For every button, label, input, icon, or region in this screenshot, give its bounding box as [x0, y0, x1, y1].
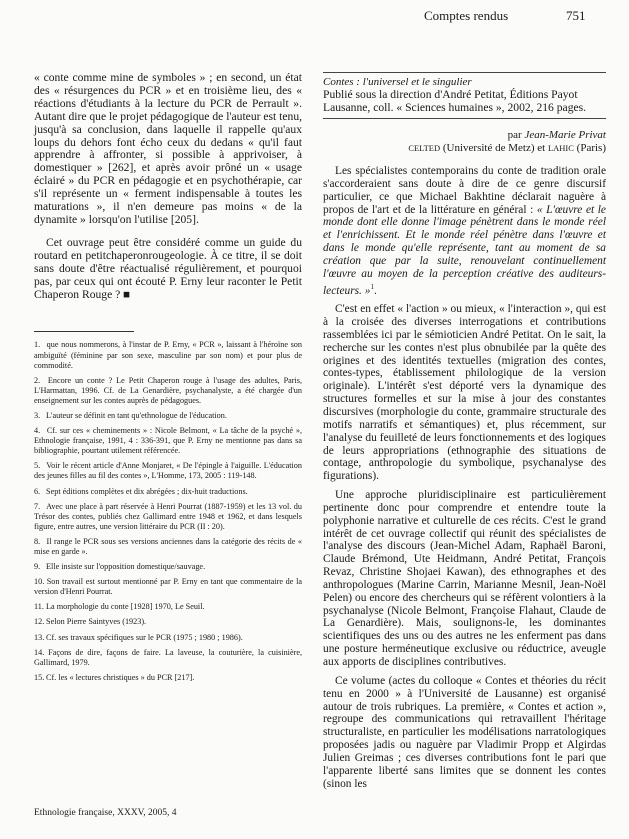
left-paragraph-1: « conte comme mine de symboles » ; en second, un état des « résurgences du PCR » et en troisième lieu, des « réactions d'étudiants à la lecture du PCR de Perrault ». Autant dire que le projet pédagogique de l'auteur est tenu, jusqu'à sa conclusion, dans laquelle il rappelle qu'aux loups du dehors font écho ceux du dedans « qu'il faut apprendre à affronter, si possible à apprivoiser, à domestiquer » [262], et après avoir prôné un « usage éclairé » du PCR en pédagogie et en psychothérapie, car s'il représente un « ferment indispensable à toutes les maturations », il n'en demeure pas moins « de la dynamite » lorsqu'on l'utilise [205]. [34, 71, 303, 226]
footnote-text: Voir le récent article d'Anne Monjaret, « De l'épingle à l'aiguille. L'éducation des jeunes filles au fil des contes », L'Homme, 173, 2005 : 119-148. [34, 461, 302, 481]
footnote-number: 10. [34, 577, 45, 587]
footnote-text: Cf. ses travaux spécifiques sur le PCR (1975 ; 1980 ; 1986). [46, 632, 243, 642]
review-publication: Publié sous la direction d'André Petitat, Éditions Payot Lausanne, coll. « Sciences humaines », 2002, 216 pages. [323, 88, 587, 114]
paragraph-1-intro: Les spécialistes contemporains du conte de tradition orale s'accorderaient sans doute à dire de ce genre discursif particulier, ce que Michael Bakhtine déclarait naguère à propos de l'art et de la littérature en général : [323, 165, 606, 216]
right-paragraph-2: C'est en effet « l'action » ou mieux, « l'interaction », qui est à la croisée des diverses interrogations et contributions rassemblées ici par le sémioticien André Petitat. On le sait, la recherche sur les contes n'est plus obnubilée par la quête des origines et des identités textuelles (migration des contes, contes-types, établissement philologique de la version originale). L'intérêt s'est déporté vers la dynamique des structures formelles et sur la mise à jour des constantes discursives (morphologie du conte, grammaire structurale des motifs narratifs et sémantiques) et, plus récemment, sur l'analyse du feuilleté de leurs fonctionnements et des logiques de leurs appropriations (ethnographie des situations de contage, anthropologie du symbolique, psychanalyse des figurations). [323, 303, 606, 483]
footnotes-rule [34, 331, 134, 332]
by-label: par [507, 129, 522, 141]
footnote [34, 633, 302, 643]
footnote [34, 411, 302, 421]
footnote-text: Encore un conte ? Le Petit Chaperon rouge à l'usage des adultes, Paris, L'Harmattan, 1996. Cf. de La Genardière, psychanalyste, a été chargée d'un enseignement sur les contes auprès de pédagogues. [34, 375, 302, 405]
footnote-text: Il range le PCR sous ses versions anciennes dans la catégorie des récits de « mise en garde ». [34, 536, 302, 556]
note-ref-1: 1 [370, 282, 374, 291]
affiliation-lahic: LAHIC [547, 143, 574, 153]
footnote-text: Son travail est surtout mentionné par P. Erny en tant que commentaire de la version d'Henri Pourrat. [34, 577, 302, 597]
footnote-text: Façons de dire, façons de faire. La laveuse, la couturière, la cuisinière, Gallimard, 1979. [34, 647, 302, 667]
footnote-number: 15. [34, 672, 45, 682]
footnote-number: 9. [34, 562, 41, 572]
footnote-number: 14. [34, 647, 45, 657]
footnote [34, 562, 302, 572]
left-column [34, 72, 302, 688]
footnote [34, 340, 302, 370]
byline [323, 129, 606, 155]
footnote-text: Avec une place à part réservée à Henri Pourrat (1887-1959) et les 13 vol. du Trésor des contes, publiés chez Gallimard entre 1948 et 1962, et dans lesquels figure, entre autres, une version littéraire du PCR (II : 20). [34, 501, 302, 531]
footnote-text: La morphologie du conte [1928] 1970, Le Seuil. [46, 602, 205, 612]
footnote [34, 617, 302, 627]
page-header [0, 8, 629, 26]
footnote-number: 13. [34, 632, 45, 642]
review-header [323, 72, 606, 119]
footnote-number: 4. [34, 426, 41, 436]
footnote-text: Sept éditions complètes et dix abrégées ; dix-huit traductions. [46, 486, 248, 496]
affiliation-metz: (Université de Metz) et [442, 142, 546, 154]
footnote-text: Cf. sur ces « cheminements » : Nicole Belmont, « La tâche de la psyché », Ethnologie française, 1991, 4 : 336-391, que P. Erny ne mentionne pas dans sa bibliographie, pourtant utilement référencée. [34, 426, 303, 456]
footnote [34, 376, 302, 406]
footnotes [34, 340, 302, 683]
footnote-number: 5. [34, 461, 41, 471]
footnote-text: Cf. les « lectures christiques » du PCR [217]. [46, 672, 195, 682]
page-number: 751 [566, 8, 586, 23]
right-paragraph-4: Ce volume (actes du colloque « Contes et théories du récit tenu en 2000 » à l'Université de Lausanne) est organisé autour de trois rubriques. La première, « Contes et action », regroupe des communications qui retravaillent l'héritage structuraliste, en particulier les modélisations narratologiques proposées jadis ou naguère par Vladimir Propp et Algirdas Julien Greimas ; ces diverses contributions font le pari que l'apparente liberté sans limites que se donnent les contes (sinon les [323, 674, 606, 790]
right-paragraph-1: Les spécialistes contemporains du conte de tradition orale s'accorderaient sans doute à dire de ce genre discursif particulier, ce que Michael Bakhtine déclarait naguère à propos de l'art et de la littérature en général : « L'œuvre et le monde dont elle donne l'image pénètrent dans le monde réel et l'enrichissent. Et le monde réel pénètre dans l'œuvre et dans le monde qu'elle représente, tant au moment de sa création que par la suite, renouvelant continuellement l'œuvre au moyen de la perception créative des auditeurs-lecteurs. »$^1$. [323, 165, 606, 297]
affiliation-celted: CELTED [408, 143, 441, 153]
review-author: Jean-Marie Privat [524, 129, 606, 141]
footnote-number: 3. [34, 410, 41, 420]
affiliation-paris: (Paris) [576, 142, 606, 154]
footnote [34, 577, 302, 597]
footnote-number: 12. [34, 617, 45, 627]
footnote-number: 6. [34, 486, 41, 496]
left-paragraph-2: Cet ouvrage peut être considéré comme un guide du routard en petitchaperonrougeologie. À ce titre, il se doit sans doute d'être réactualisé régulièrement, et pourquoi pas, par ceux qui ont écouté P. Erny leur raconter le Petit Chaperon Rouge ? ■ [34, 235, 302, 301]
footnote [34, 426, 302, 456]
footnote [34, 502, 302, 532]
footnote-number: 1. [34, 340, 41, 350]
footnote-text: Selon Pierre Saintyves (1923). [46, 617, 147, 627]
footnote [34, 461, 302, 481]
footnote [34, 602, 302, 612]
footnote-number: 11. [34, 602, 44, 612]
footnote-number: 2. [34, 375, 41, 385]
footnote [34, 487, 302, 497]
right-column [323, 72, 606, 790]
footnote-text: que nous nommerons, à l'instar de P. Erny, « PCR », laissant à l'héroïne son ambiguïté (féminine par son sexe, masculine par son nom) et pour plus de commodité. [34, 340, 302, 370]
footnote-text: L'auteur se définit en tant qu'ethnologue de l'éducation. [46, 410, 227, 420]
running-head: Comptes rendus [424, 8, 509, 23]
bakhtine-quote: « L'œuvre et le monde dont elle donne l'image pénètrent dans le monde réel et l'enrichissent. Et le monde réel pénètre dans l'œuvre et dans le monde qu'elle représente, tant au moment de sa création que par la suite, renouvelant continuellement l'œuvre au moyen de la perception créative des auditeurs-lecteurs. » [323, 203, 606, 297]
review-title: Contes : l'universel et le singulier [323, 76, 472, 88]
footnote-number: 8. [34, 536, 41, 546]
footnote [34, 537, 302, 557]
footnote [34, 673, 302, 683]
footnote [34, 648, 302, 668]
journal-footer: Ethnologie française, XXXV, 2005, 4 [34, 808, 177, 818]
footnote-number: 7. [34, 501, 41, 511]
footnote-text: Elle insiste sur l'opposition domestique/sauvage. [46, 562, 206, 572]
right-paragraph-3: Une approche pluridisciplinaire est particulièrement pertinente donc pour comprendre et entendre toute la polyphonie narrative et culturelle de ces récits. C'est le grand intérêt de cet ouvrage collectif qui réunit des spécialistes de l'analyse des discours (Jean-Michel Adam, Raphaël Baroni, Claude Brémond, Ute Heidmann, André Petitat, François Revaz, Christine Shojaei Kawan), des ethnographes et des anthropologues (Marine Carrin, Marianne Mesnil, Jean-Noël Pelen) ou encore des chercheurs qui se réfèrent volontiers à la psychanalyse (Nicole Belmont, Françoise Flahaut, Claude de La Genardière). Mais, soulignons-le, les dominantes scientifiques des uns ou des autres ne les enferment pas dans une posture herméneutique exclusive ou réductrice, aveugle aux apports de disciplines contributives. [323, 489, 606, 669]
